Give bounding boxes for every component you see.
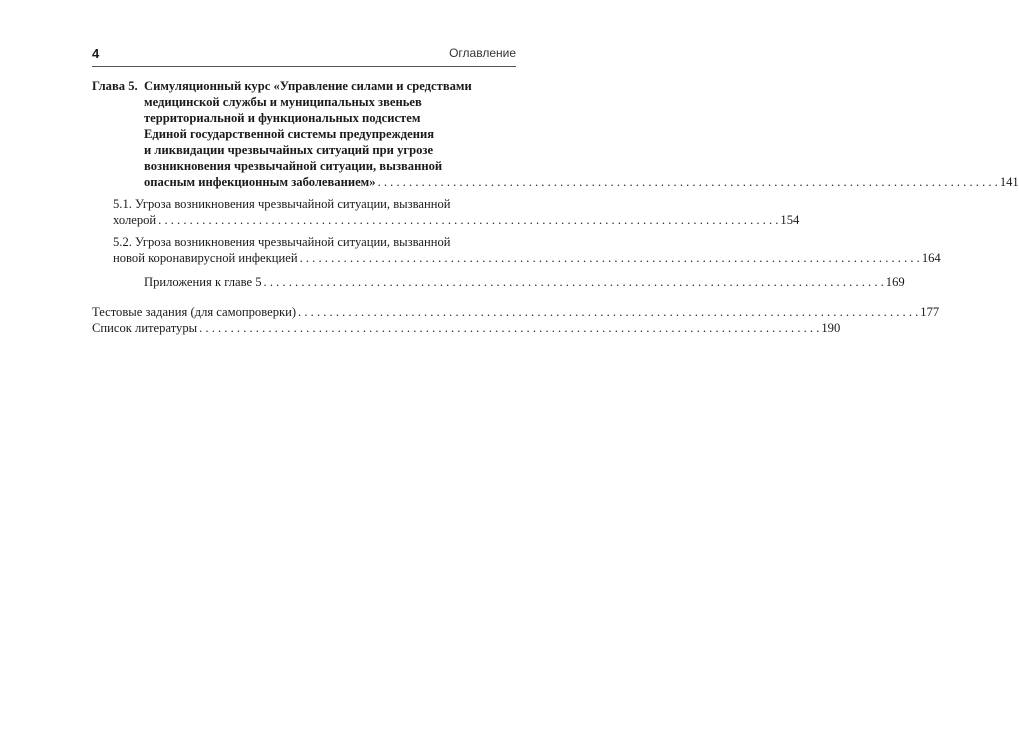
section-title-last-line xyxy=(113,250,941,266)
table-of-contents xyxy=(92,78,1019,336)
toc-section-5-2[interactable] xyxy=(113,234,941,266)
chapter-title-line: и ликвидации чрезвычайных ситуаций при угрозе xyxy=(144,143,434,157)
dot-leader xyxy=(158,212,778,228)
chapter-title xyxy=(144,78,1019,190)
toc-page-number: 164 xyxy=(921,251,941,265)
toc-page-number: 190 xyxy=(821,321,841,335)
toc-entry-references[interactable] xyxy=(92,320,841,336)
section-title-line: холерой xyxy=(113,213,157,227)
chapter-title-line: возникновения чрезвычайной ситуации, вызванной xyxy=(144,159,443,173)
toc-chapter-5[interactable] xyxy=(92,78,1019,190)
toc-page-number: 154 xyxy=(780,213,800,227)
page-number: 4 xyxy=(92,46,100,61)
chapter-label: Глава 5. xyxy=(92,79,138,93)
entry-title: Тестовые задания (для самопроверки) xyxy=(92,305,297,319)
section-title-line: 5.2. Угроза возникновения чрезвычайной ситуации, вызванной xyxy=(113,235,451,249)
chapter-title-line: Единой государственной системы предупреждения xyxy=(144,127,435,141)
toc-section-5-1[interactable] xyxy=(113,196,800,228)
dot-leader xyxy=(300,250,920,266)
toc-back-matter xyxy=(92,304,940,336)
dot-leader xyxy=(298,304,918,320)
chapter-title-line: Симуляционный курс «Управление силами и средствами xyxy=(144,79,472,93)
dot-leader xyxy=(264,274,884,290)
section-title-last-line xyxy=(113,212,800,228)
dot-leader xyxy=(199,320,819,336)
appendix-title: Приложения к главе 5 xyxy=(144,275,262,289)
toc-page-number: 177 xyxy=(920,305,940,319)
chapter-title-line: территориальной и функциональных подсистем xyxy=(144,111,421,125)
dot-leader xyxy=(378,174,998,190)
chapter-title-line: медицинской службы и муниципальных звеньев xyxy=(144,95,422,109)
entry-title: Список литературы xyxy=(92,321,198,335)
toc-entry-tests[interactable] xyxy=(92,304,940,320)
toc-page-number: 141 xyxy=(999,175,1019,189)
section-title-line: новой коронавирусной инфекцией xyxy=(113,251,298,265)
appendix-line xyxy=(144,274,905,290)
running-head: Оглавление xyxy=(449,46,516,60)
page-header xyxy=(92,44,516,67)
chapter-title-line: опасным инфекционным заболеванием» xyxy=(144,175,376,189)
toc-page-number: 169 xyxy=(885,275,905,289)
section-title-line: 5.1. Угроза возникновения чрезвычайной ситуации, вызванной xyxy=(113,197,451,211)
chapter-title-last-line xyxy=(144,174,1019,190)
toc-appendix-chapter-5[interactable] xyxy=(144,274,905,290)
